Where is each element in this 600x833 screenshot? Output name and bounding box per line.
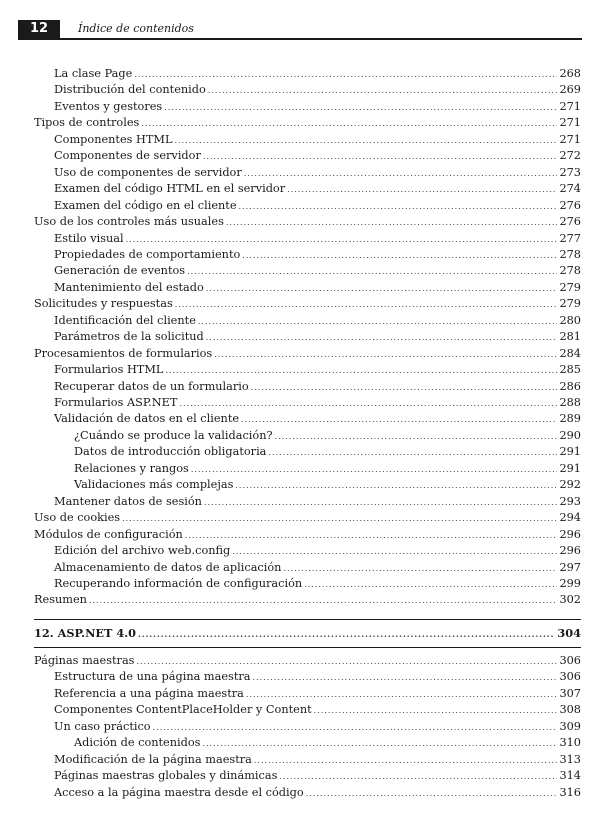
toc-leader-dots (268, 445, 557, 461)
toc-entry (54, 719, 581, 735)
toc-entry-page: 277 (559, 231, 581, 245)
toc-entry-page: 302 (559, 593, 581, 607)
toc-entry (74, 477, 581, 493)
toc-leader-dots (208, 83, 558, 99)
toc-entry (34, 510, 581, 526)
toc-entry-page: 290 (559, 428, 581, 442)
toc-entry (74, 428, 581, 444)
toc-entry-title: Formularios HTML (54, 363, 164, 377)
toc-entry (54, 362, 581, 378)
toc-leader-dots (253, 670, 558, 686)
toc-entry-title: Eventos y gestores (54, 99, 163, 113)
toc-entry-title: Acceso a la página maestra desde el código (54, 785, 304, 799)
toc-leader-dots (198, 314, 558, 330)
toc-leader-dots (251, 380, 558, 396)
toc-entry-page: 288 (559, 396, 581, 409)
toc-entry (54, 576, 581, 592)
toc-entry (54, 82, 581, 98)
toc-entry-page: 271 (559, 116, 581, 130)
toc-leader-dots (306, 786, 558, 802)
toc-entry-title: Mantenimiento del estado (54, 280, 204, 294)
toc-entry-title: Componentes ContentPlaceHolder y Content (54, 703, 312, 717)
toc-entry-title: La clase Page (54, 67, 133, 80)
toc-entry (54, 132, 581, 148)
toc-leader-dots (89, 593, 557, 609)
toc-entry-title: Identificación del cliente (54, 313, 196, 327)
toc-entry-title: Resumen (34, 593, 87, 607)
toc-entry (34, 527, 581, 543)
toc-leader-dots (226, 215, 558, 231)
toc-entry-page: 291 (559, 461, 581, 475)
toc-entry-title: Procesamientos de formularios (34, 346, 213, 360)
toc-leader-dots (239, 199, 558, 215)
toc-entry-title: Relaciones y rangos (74, 461, 189, 475)
toc-entry (54, 395, 581, 411)
toc-leader-dots (164, 100, 557, 116)
toc-entry (34, 592, 581, 608)
toc-entry-page: 278 (559, 247, 581, 261)
toc-entry (54, 181, 581, 197)
toc-leader-dots (287, 182, 557, 198)
toc-leader-dots (241, 412, 557, 428)
toc-entry (54, 66, 581, 82)
toc-entry-page: 279 (559, 280, 581, 294)
toc-leader-dots (204, 495, 558, 511)
toc-entry-page: 296 (559, 544, 581, 558)
toc-entry-page: 269 (559, 83, 581, 97)
toc-entry (74, 444, 581, 460)
toc-entry-page: 281 (559, 330, 581, 344)
toc-entry (54, 785, 581, 801)
toc-leader-dots (242, 248, 557, 264)
toc-entry (54, 329, 581, 345)
toc-entry-page: 293 (559, 494, 581, 508)
toc-leader-dots (153, 720, 558, 736)
toc-leader-dots (203, 149, 558, 165)
toc-leader-dots (283, 561, 557, 577)
toc-entry-page: 273 (559, 165, 581, 179)
toc-leader-dots (246, 687, 558, 703)
toc-entry-title: ¿Cuándo se produce la validación? (74, 428, 273, 442)
toc-entry-page: 296 (559, 527, 581, 541)
toc-entry-page: 286 (559, 379, 581, 393)
toc-entry-page: 278 (559, 264, 581, 278)
toc-leader-dots (279, 769, 557, 785)
toc-entry-title: Distribución del contenido (54, 83, 206, 97)
toc-entry-page: 294 (559, 511, 581, 525)
toc-leader-dots (244, 166, 558, 182)
toc-entry-title: Formularios ASP.NET (54, 396, 178, 409)
toc-entry (34, 296, 581, 312)
toc-entry (34, 214, 581, 230)
toc-entry-title: Generación de eventos (54, 264, 186, 278)
toc-entry-title: Páginas maestras globales y dinámicas (54, 769, 278, 783)
toc-leader-dots (179, 396, 557, 412)
toc-leader-dots (235, 478, 557, 494)
toc-leader-dots (214, 347, 557, 363)
toc-entry-title: Uso de componentes de servidor (54, 165, 242, 179)
toc-leader-dots (175, 297, 558, 313)
toc-entry (54, 768, 581, 784)
toc-entry-page: 279 (559, 297, 581, 311)
toc-entry-page: 291 (559, 445, 581, 459)
toc-entry (54, 247, 581, 263)
toc-leader-dots (122, 511, 557, 527)
toc-entry-title: Mantener datos de sesión (54, 494, 202, 508)
toc-chapter-title: 12. ASP.NET 4.0 (34, 626, 136, 640)
toc-entry (54, 263, 581, 279)
toc-entry-page: 314 (559, 769, 581, 783)
running-header (18, 20, 582, 40)
toc-entry-title: Recuperando información de configuración (54, 576, 303, 590)
toc-entry-title: Adición de contenidos (74, 736, 201, 750)
toc-entry-title: Almacenamiento de datos de aplicación (54, 560, 282, 574)
toc-entry (54, 148, 581, 164)
toc-entry (54, 411, 581, 427)
toc-entry (54, 280, 581, 296)
toc-leader-dots (175, 133, 558, 149)
toc-entry-page: 310 (559, 736, 581, 750)
toc-chapter-entry (34, 625, 581, 641)
toc-entry-title: Módulos de configuración (34, 527, 183, 541)
toc-entry-page: 289 (559, 412, 581, 426)
toc-entry-page: 284 (559, 346, 581, 360)
toc-chapter-page: 304 (557, 626, 581, 640)
toc-entry-title: Datos de introducción obligatoria (74, 445, 267, 459)
toc-leader-dots (275, 429, 558, 445)
toc-leader-dots (126, 232, 558, 248)
toc-entry-page: 297 (559, 560, 581, 574)
toc-entry (74, 461, 581, 477)
toc-entry-page: 268 (559, 67, 581, 80)
toc-entry-page: 271 (559, 99, 581, 113)
toc-entry (54, 494, 581, 510)
toc-leader-dots (206, 281, 558, 297)
running-header-title: Índice de contenidos (78, 22, 194, 35)
toc-entry (54, 543, 581, 559)
toc-leader-dots (141, 116, 557, 132)
toc-entry (74, 735, 581, 751)
toc-entry-page: 274 (559, 182, 581, 196)
toc-entry-page: 307 (559, 686, 581, 700)
toc-entry (54, 686, 581, 702)
toc-entry-page: 272 (559, 149, 581, 163)
toc-entry (54, 669, 581, 685)
toc-entry-title: Edición del archivo web.config (54, 544, 231, 558)
toc-entry-title: Parámetros de la solicitud (54, 330, 204, 344)
toc-leader-dots (187, 264, 557, 280)
toc-entry-title: Validación de datos en el cliente (54, 412, 240, 426)
toc-entry-page: 299 (559, 576, 581, 590)
toc-entry-page: 309 (559, 719, 581, 733)
toc-entry-title: Estilo visual (54, 231, 124, 245)
toc-entry-page: 308 (559, 703, 581, 717)
toc-entry-title: Referencia a una página maestra (54, 686, 244, 700)
toc-entry-title: Uso de cookies (34, 511, 121, 525)
toc-entry (54, 165, 581, 181)
toc-entry-title: Recuperar datos de un formulario (54, 379, 249, 393)
toc-entry-title: Uso de los controles más usuales (34, 215, 224, 229)
toc-entry (54, 99, 581, 115)
toc-leader-dots (232, 544, 557, 560)
toc-entry-page: 292 (559, 478, 581, 492)
toc-leader-dots (304, 577, 557, 593)
toc-entry (34, 115, 581, 131)
chapter-rule-bottom (34, 647, 581, 648)
toc-entry-page: 316 (559, 785, 581, 799)
toc-entry-page: 276 (559, 215, 581, 229)
toc-entry (54, 313, 581, 329)
page-number: 12 (18, 20, 60, 38)
toc-leader-dots (254, 753, 558, 769)
toc-entry-title: Páginas maestras (34, 654, 135, 667)
toc-entry-title: Tipos de controles (34, 116, 140, 130)
toc-entry (54, 702, 581, 718)
toc-leader-dots (138, 626, 555, 642)
toc-entry-title: Componentes HTML (54, 132, 173, 146)
toc-leader-dots (185, 528, 558, 544)
toc-entry (54, 560, 581, 576)
toc-entry-title: Estructura de una página maestra (54, 670, 251, 684)
toc-entry-page: 280 (559, 313, 581, 327)
toc-entry-title: Examen del código HTML en el servidor (54, 182, 286, 196)
toc-entry-title: Examen del código en el cliente (54, 198, 237, 212)
toc-entry-title: Solicitudes y respuestas (34, 297, 173, 311)
toc-leader-dots (136, 654, 557, 670)
toc-leader-dots (165, 363, 557, 379)
toc-entry (34, 653, 581, 669)
toc-entry-title: Componentes de servidor (54, 149, 201, 163)
toc-entry-title: Modificación de la página maestra (54, 752, 252, 766)
toc-entry-title: Validaciones más complejas (74, 478, 234, 492)
toc-entry-page: 306 (559, 654, 581, 667)
chapter-rule-top (34, 619, 581, 620)
toc-entry (34, 346, 581, 362)
toc-leader-dots (314, 703, 558, 719)
toc-leader-dots (191, 462, 558, 478)
toc-leader-dots (134, 67, 557, 83)
toc-entry-title: Un caso práctico (54, 719, 151, 733)
toc-entry (54, 231, 581, 247)
toc-entry-page: 313 (559, 752, 581, 766)
toc-entry (54, 752, 581, 768)
toc-entry (54, 379, 581, 395)
toc-entry-title: Propiedades de comportamiento (54, 247, 241, 261)
toc-entry-page: 276 (559, 198, 581, 212)
toc-entry-page: 306 (559, 670, 581, 684)
toc-entry (54, 198, 581, 214)
toc-entry-page: 285 (559, 363, 581, 377)
toc-leader-dots (202, 736, 557, 752)
toc-leader-dots (206, 330, 558, 346)
toc-entry-page: 271 (559, 132, 581, 146)
